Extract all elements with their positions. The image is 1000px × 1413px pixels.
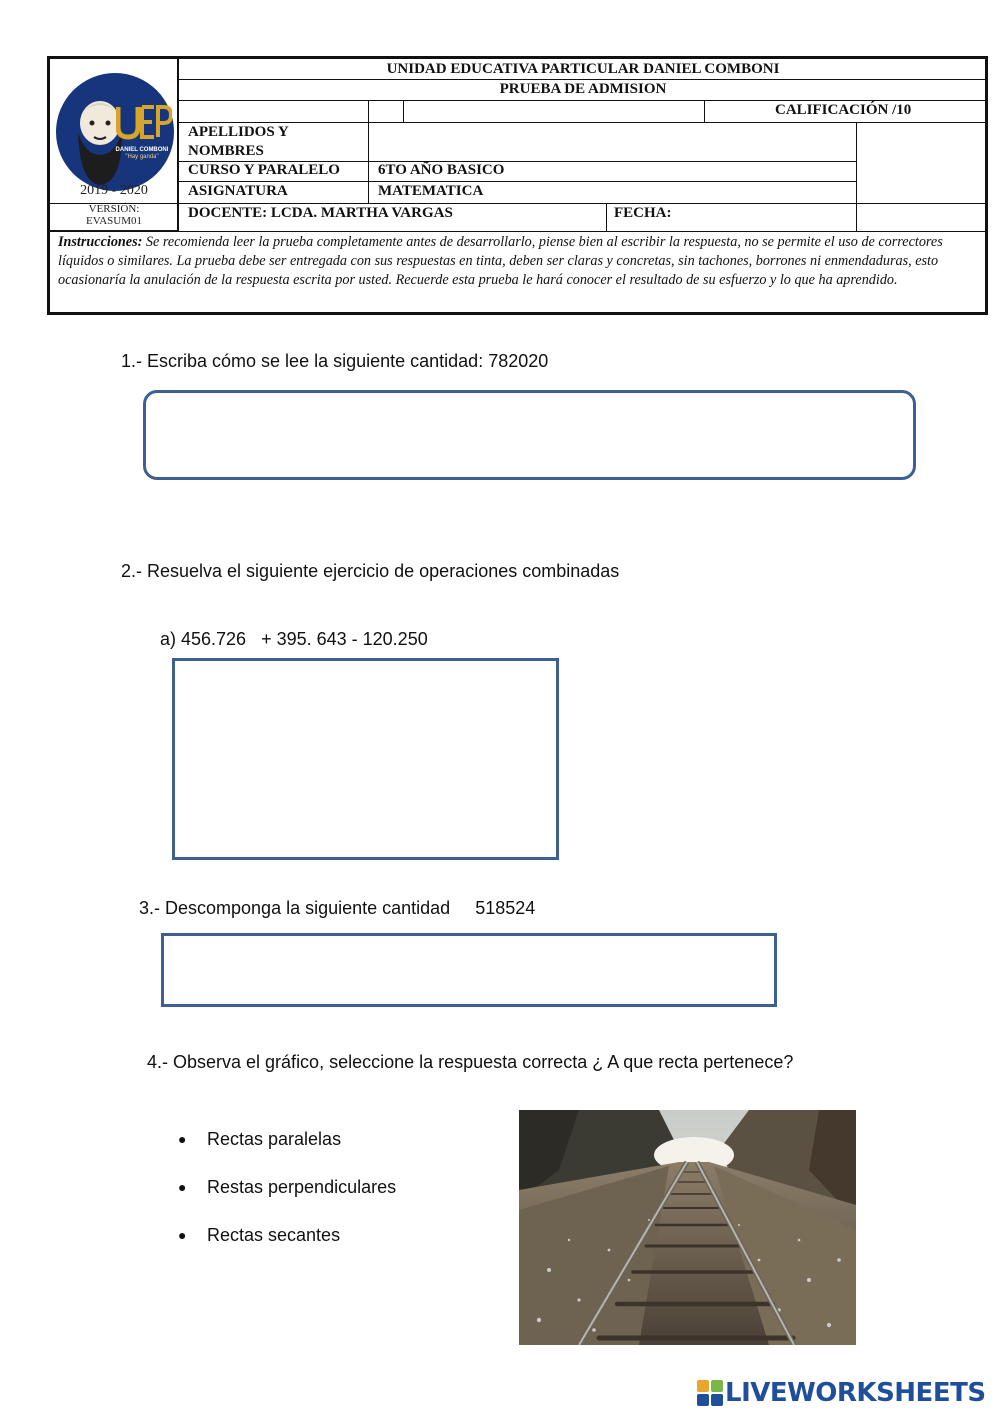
question-2a-expression: a) 456.726 + 395. 643 - 120.250	[160, 629, 428, 649]
subject-label: ASIGNATURA	[188, 183, 288, 199]
railway-photo-icon	[519, 1110, 856, 1345]
option-restas-perpendiculares[interactable]: ● Restas perpendiculares	[178, 1177, 397, 1197]
school-years: 2019 - 2020	[80, 183, 148, 198]
subject-value: MATEMATICA	[378, 183, 484, 199]
bullet-icon: ●	[178, 1131, 187, 1147]
exam-header-table	[47, 56, 988, 315]
question-4-options	[178, 1127, 396, 1271]
instructions-label: Instrucciones:	[58, 234, 143, 250]
instructions-text	[58, 233, 976, 290]
date-label: FECHA:	[614, 205, 672, 221]
question-3-answer-box[interactable]	[161, 933, 777, 1007]
question-2: 2.- Resuelva el siguiente ejercicio de operaciones combinadas	[121, 561, 620, 581]
course-label: CURSO Y PARALELO	[188, 162, 340, 178]
school-name: UNIDAD EDUCATIVA PARTICULAR DANIEL COMBONI	[386, 61, 780, 77]
version-label: VERSIÓN:	[88, 203, 140, 215]
bullet-icon: ●	[178, 1227, 187, 1243]
grade-label: CALIFICACIÓN /10	[775, 102, 912, 118]
uep-mark-icon	[116, 103, 172, 143]
question-4: 4.- Observa el gráfico, seleccione la respuesta correcta ¿ A que recta pertenece?	[147, 1052, 794, 1072]
exam-title: PRUEBA DE ADMISION	[499, 81, 667, 97]
railway-tracks-image	[519, 1110, 856, 1345]
question-1: 1.- Escriba cómo se lee la siguiente cantidad: 782020	[121, 351, 549, 371]
question-1-answer-box[interactable]	[143, 390, 916, 480]
brand-name: LIVEWORKSHEETS	[725, 1378, 986, 1408]
liveworksheets-icon	[697, 1380, 723, 1406]
question-2-answer-box[interactable]	[172, 658, 559, 860]
school-logo	[56, 73, 174, 191]
option-rectas-secantes[interactable]: ● Rectas secantes	[178, 1225, 341, 1245]
question-3: 3.- Descomponga la siguiente cantidad 518524	[139, 898, 536, 918]
instructions-body: Se recomienda leer la prueba completamente antes de desarrollarlo, piense bien al escribir la respuesta, no se permite el uso de correctores líquidos o similares. La prueba debe ser entregada con sus respuestas en tinta, deben ser claras y concretas, sin tachones, borrones ni enmendaduras, esto ocasionaría la anulación de la respuesta escrita por usted. Recuerde esta prueba le hará conocer el resultado de su esfuerzo y lo que ha aprendido.	[58, 234, 943, 288]
version-cell	[50, 203, 178, 231]
liveworksheets-logo[interactable]	[697, 1377, 986, 1409]
logo-ribbon: DANIEL COMBONI "Hay ganda"	[115, 147, 169, 160]
option-rectas-paralelas[interactable]: ● Rectas paralelas	[178, 1129, 342, 1149]
version-code: EVASUM01	[85, 215, 143, 227]
bullet-icon: ●	[178, 1179, 187, 1195]
names-field[interactable]	[370, 123, 854, 160]
names-label: APELLIDOS Y NOMBRES	[188, 124, 289, 159]
teacher-label: DOCENTE: LCDA. MARTHA VARGAS	[188, 205, 453, 221]
course-value: 6TO AÑO BASICO	[378, 162, 505, 178]
